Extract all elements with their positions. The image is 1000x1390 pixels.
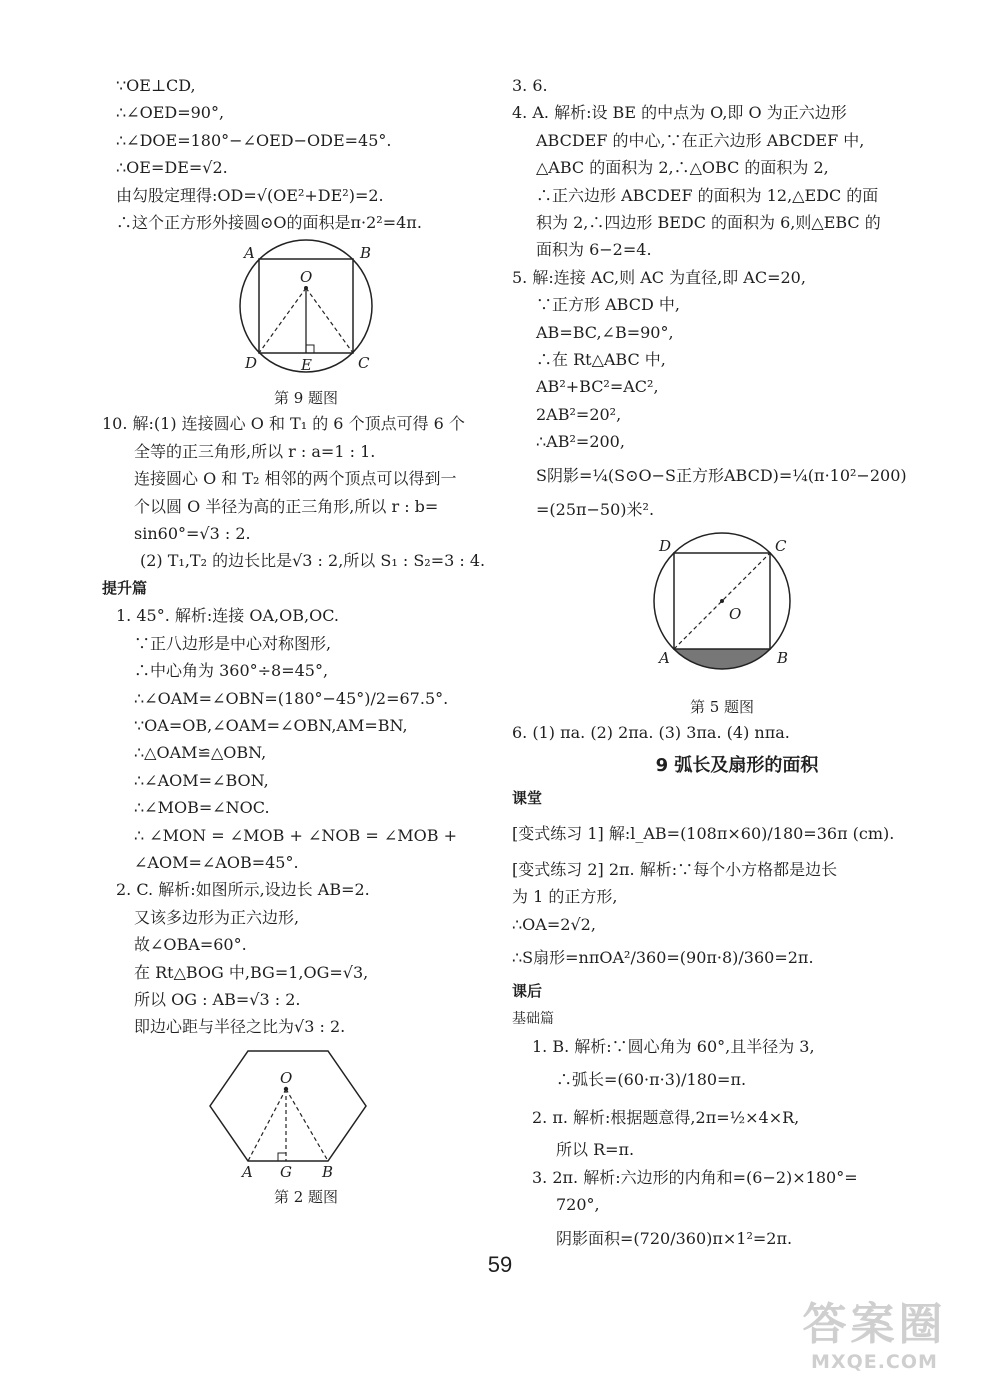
- text-line: 又该多边形为正六边形,: [134, 907, 300, 927]
- text-line: ∴中心角为 360°÷8=45°,: [134, 661, 329, 681]
- text-line: 2AB²=20²,: [536, 404, 622, 424]
- text-line: △ABC 的面积为 2,∴△OBC 的面积为 2,: [536, 158, 829, 178]
- watermark-title: 答案圈: [802, 1299, 947, 1350]
- text-line: ∴S扇形=nπOA²/360=(90π·8)/360=2π.: [512, 948, 814, 968]
- figure-9-caption: 第 9 题图: [273, 389, 339, 408]
- label-e: E: [301, 356, 312, 375]
- text-line: 6. (1) πa. (2) 2πa. (3) 3πa. (4) nπa.: [512, 723, 790, 743]
- text-line: ∴OA=2√2,: [512, 914, 596, 934]
- text-line: 1. B. 解析:∵圆心角为 60°,且半径为 3,: [532, 1036, 815, 1056]
- label-d: D: [245, 354, 258, 373]
- text-line: ∴△OAM≌△OBN,: [134, 743, 267, 763]
- watermark-url: MXQE.COM: [811, 1351, 938, 1373]
- text-line: ∴ ∠MON = ∠MOB + ∠NOB = ∠MOB +: [134, 825, 458, 845]
- text-line: 4. A. 解析:设 BE 的中点为 O,即 O 为正六边形: [512, 103, 847, 123]
- text-line: S阴影=¼(S⊙O−S正方形ABCD)=¼(π·10²−200): [536, 465, 907, 485]
- label-d: D: [659, 537, 672, 556]
- text-line: AB=BC,∠B=90°,: [536, 322, 674, 342]
- section-heading: 9 弧长及扇形的面积: [655, 754, 819, 776]
- watermark-logo: [767, 1300, 982, 1380]
- text-line: 2. C. 解析:如图所示,设边长 AB=2.: [116, 880, 370, 900]
- text-line: ∵正方形 ABCD 中,: [536, 295, 680, 315]
- center-point: [304, 286, 308, 290]
- text-line: [变式练习 1] 解:l_AB=(108π×60)/180=36π (cm).: [512, 823, 895, 843]
- regular-hexagon: [210, 1051, 366, 1161]
- segment-oa: [248, 1089, 286, 1161]
- label-a: A: [242, 1162, 253, 1181]
- figure-2-diagram: [206, 1041, 406, 1181]
- text-line: 即边心距与半径之比为√3 : 2.: [134, 1017, 346, 1037]
- text-line: 1. 45°. 解析:连接 OA,OB,OC.: [116, 606, 339, 626]
- right-angle-mark: [278, 1153, 286, 1161]
- center-point: [720, 599, 724, 603]
- label-a: A: [659, 649, 670, 668]
- label-o: O: [300, 268, 313, 287]
- label-o: O: [729, 605, 742, 624]
- left-column: [102, 72, 496, 1209]
- figure-5-diagram: [637, 529, 807, 679]
- text-line: sin60°=√3 : 2.: [134, 524, 251, 544]
- text-line: ∴∠AOM=∠BON,: [134, 770, 269, 790]
- text-line: ∴正六边形 ABCDEF 的面积为 12,△EDC 的面: [536, 185, 879, 205]
- text-line: 5. 解:连接 AC,则 AC 为直径,即 AC=20,: [512, 267, 806, 287]
- text-line: ∴∠OED=90°,: [116, 103, 225, 123]
- figure-5-caption: 第 5 题图: [689, 698, 755, 717]
- page-number: 59: [487, 1252, 513, 1277]
- text-line: ∴弧长=(60·π·3)/180=π.: [556, 1070, 747, 1090]
- text-line: (2) T₁,T₂ 的边长比是√3 : 2,所以 S₁ : S₂=3 : 4.: [140, 551, 486, 571]
- label-o: O: [280, 1068, 293, 1087]
- text-line: 在 Rt△BOG 中,BG=1,OG=√3,: [134, 962, 369, 982]
- label-b: B: [777, 649, 789, 668]
- label-g: G: [280, 1162, 292, 1181]
- text-line: 所以 R=π.: [556, 1140, 635, 1160]
- text-line: ∵OE⊥CD,: [116, 76, 196, 95]
- segment-ob: [286, 1089, 328, 1161]
- text-line: 面积为 6−2=4.: [536, 240, 652, 260]
- text-line: ∴∠OAM=∠OBN=(180°−45°)/2=67.5°.: [134, 688, 449, 708]
- text-line: ∴∠MOB=∠NOC.: [134, 798, 270, 818]
- figure-2-caption: 第 2 题图: [273, 1187, 339, 1206]
- label-c: C: [775, 537, 787, 556]
- text-line: [变式练习 2] 2π. 解析:∵每个小方格都是边长: [512, 859, 838, 879]
- text-line: ABCDEF 的中心,∵在正六边形 ABCDEF 中,: [536, 130, 865, 150]
- shaded-segment: [674, 649, 770, 679]
- text-line: ∴AB²=200,: [536, 432, 625, 452]
- text-line: 720°,: [556, 1195, 600, 1215]
- text-line: 3. 2π. 解析:六边形的内角和=(6−2)×180°=: [532, 1167, 858, 1187]
- text-line: 阴影面积=(720/360)π×1²=2π.: [556, 1228, 793, 1248]
- figure-9-diagram: [196, 236, 416, 386]
- section-jichu: 基础篇: [512, 1010, 554, 1027]
- text-line: 个以圆 O 半径为高的正三角形,所以 r : b=: [134, 496, 439, 516]
- text-line: =(25π−50)米².: [536, 499, 655, 519]
- text-line: 由勾股定理得:OD=√(OE²+DE²)=2.: [116, 185, 384, 205]
- text-line: 3. 6.: [512, 76, 548, 95]
- text-line: ∠AOM=∠AOB=45°.: [134, 852, 299, 872]
- text-line: 所以 OG : AB=√3 : 2.: [134, 989, 301, 1009]
- text-line: 全等的正三角形,所以 r : a=1 : 1.: [134, 441, 376, 461]
- right-column: [512, 72, 932, 1259]
- text-line: AB²+BC²=AC²,: [536, 377, 659, 397]
- right-angle-mark: [306, 345, 314, 353]
- text-line: ∴OE=DE=√2.: [116, 158, 228, 178]
- text-line: 为 1 的正方形,: [512, 887, 618, 907]
- text-line: 2. π. 解析:根据题意得,2π=½×4×R,: [532, 1108, 800, 1128]
- text-line: 连接圆心 O 和 T₂ 相邻的两个顶点可以得到一: [134, 469, 457, 489]
- text-line: ∴在 Rt△ABC 中,: [536, 350, 666, 370]
- center-point: [284, 1087, 288, 1091]
- text-line: 10. 解:(1) 连接圆心 O 和 T₁ 的 6 个顶点可得 6 个: [102, 414, 465, 434]
- text-line: ∵OA=OB,∠OAM=∠OBN,AM=BN,: [134, 715, 408, 735]
- section-kehou: 课后: [512, 982, 543, 1001]
- text-line: 故∠OBA=60°.: [134, 935, 247, 955]
- section-tisheng: 提升篇: [102, 578, 148, 597]
- label-b: B: [360, 244, 372, 263]
- label-b: B: [322, 1162, 334, 1181]
- segment-od: [259, 288, 306, 353]
- text-line: ∴∠DOE=180°−∠OED−ODE=45°.: [116, 130, 392, 150]
- text-line: ∴这个正方形外接圆⊙O的面积是π·2²=4π.: [116, 213, 422, 233]
- text-line: ∵正八边形是中心对称图形,: [134, 633, 332, 653]
- label-a: A: [244, 244, 255, 263]
- text-line: 积为 2,∴四边形 BEDC 的面积为 6,则△EBC 的: [536, 213, 881, 233]
- section-ketang: 课堂: [512, 788, 543, 807]
- segment-oc: [306, 288, 353, 353]
- label-c: C: [358, 354, 370, 373]
